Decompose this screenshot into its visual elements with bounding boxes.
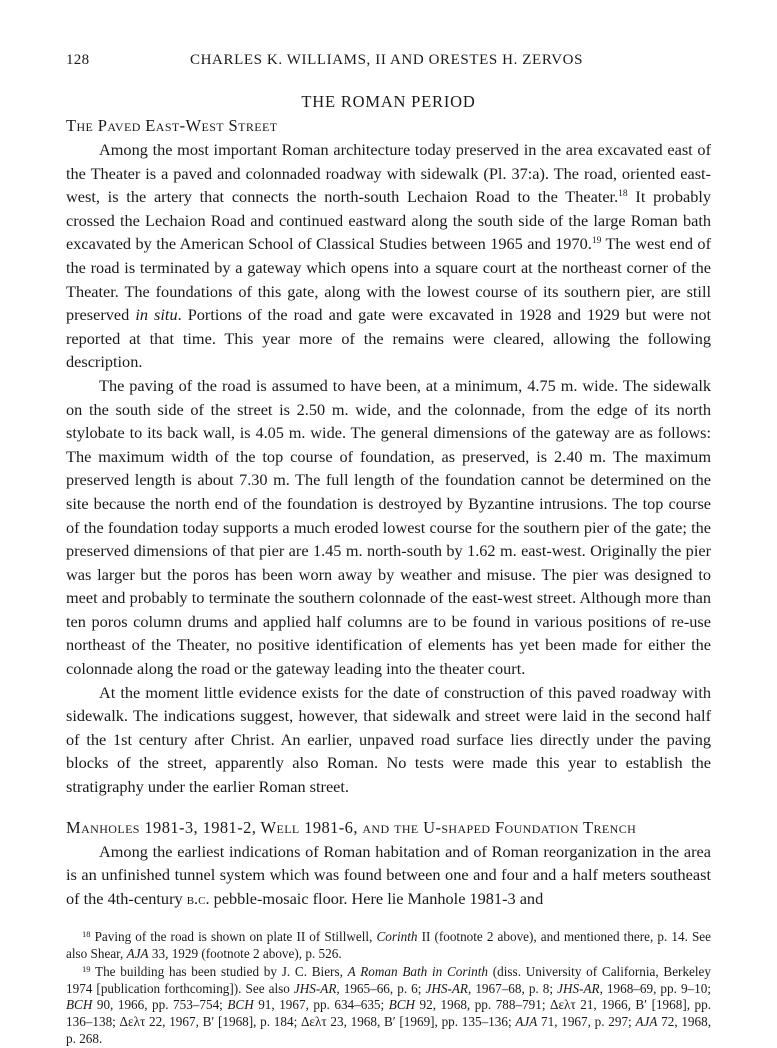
paragraph-street-date: At the moment little evidence exists for the date of construction of this paved roadway with sidewalk. The indications suggest, however, that sidewalk and street were laid in the second half of the 1st century after Christ. An earlier, unpaved road surface lies directly under the paving blocks of the street, apparently also Roman. No tests were made this year to establish the stratigraphy under the earlier Roman street. [66, 682, 711, 797]
footnote-ref-19[interactable]: 19 [591, 236, 602, 247]
subheading-manholes: Manholes 1981-3, 1981-2, Well 1981-6, and the U-shaped Foundation Trench [66, 817, 637, 837]
footnote-number-19: 19 [82, 963, 91, 974]
paragraph-street-dimensions: The paving of the road is assumed to have been, at a minimum, 4.75 m. wide. The sidewalk on the south side of the street is 2.50 m. wide, and the colonnade, from the edge of its north stylobate to its back wall, is 4.05 m. wide. The general dimensions of the gateway are as follows: The maximum width of the top course of foundation, as preserved, is 2.40 m. The maximum preserved length is about 7.30 m. The full length of the foundation cannot be determined on the site because the north end of the foundation is destroyed by Byzantine intrusions. The top course of the foundation today supports a much eroded lowest course for the southern pier of the gate; the preserved dimensions of that pier are 1.45 m. north-south by 1.62 m. east-west. Originally the pier was larger but the poros has been worn away by weather and misuse. The pier was designed to meet and probably to terminate the southern colonnade of the east-west street. Although more than ten poros column drums and applied half columns are to be found in various positions of re-use northeast of the Theater, no positive identification of elements has yet been made for either the colonnade along the road or the gateway leading into the theater court. [66, 375, 711, 679]
in-situ-term: in situ [135, 305, 178, 325]
footnote-ref-18[interactable]: 18 [618, 189, 628, 200]
footnote-19: $^{19}$ The building has been studied by J. C. Biers, A Roman Bath in Corinth (diss. University of California, Berkeley 1974 [publication forthcoming]). See also JHS-AR, 1965–66, p. 6; JHS-AR, 1967–68, p. 8; JHS-AR, 1968–69, pp. 9–10; BCH 90, 1966, pp. 753–754; BCH 91, 1967, pp. 634–635; BCH 92, 1968, pp. 788–791; Δελτ 21, 1966, Β′ [1968], pp. 136–138; Δελτ 22, 1967, Β′ [1968], p. 184; Δελτ 23, 1968, Β′ [1969], pp. 135–136; AJA 71, 1967, p. 297; AJA 72, 1968, p. 268. [66, 963, 712, 1046]
footnotes [66, 929, 711, 1047]
footnote-18: $^{18}$ Paving of the road is shown on plate II of Stillwell, Corinth II (footnote 2 above), and mentioned there, p. 14. See also Shear, AJA 33, 1929 (footnote 2 above), p. 526. [66, 929, 711, 962]
footnote-number-18: 18 [82, 929, 91, 940]
bc-abbreviation: b.c. [186, 888, 210, 908]
section-title: THE ROMAN PERIOD [301, 92, 476, 111]
paragraph-street-intro: Among the most important Roman architecture today preserved in the area excavated east of the Theater is a paved and colonnaded roadway with sidewalk (Pl. 37:a). The road, oriented east-west, is the artery that connects the north-south Lechaion Road to the Theater.$^{18}$ It probably crossed the Lechaion Road and continued eastward along the south side of the large Roman bath excavated by the American School of Classical Studies between 1965 and 1970.19 The west end of the road is terminated by a gateway which opens into a square court at the northeast corner of the Theater. The foundations of this gate, along with the lowest course of its southern pier, are still preserved in situ. Portions of the road and gate were excavated in 1928 and 1929 but were not reported at that time. This year more of the remains were cleared, allowing the following description. [66, 140, 711, 372]
page-number: 128 [66, 52, 90, 68]
journal-page [66, 52, 711, 1048]
subheading-paved-street: The Paved East-West Street [66, 116, 278, 135]
paragraph-manholes: Among the earliest indications of Roman habitation and of Roman reorganization in the area is an unfinished tunnel system which was found between one and four and a half meters southeast of the 4th-century b.c. pebble-mosaic floor. Here lie Manhole 1981-3 and [66, 841, 711, 908]
running-head [66, 52, 711, 76]
running-head-authors: CHARLES K. WILLIAMS, II AND ORESTES H. ZERVOS [190, 52, 584, 68]
